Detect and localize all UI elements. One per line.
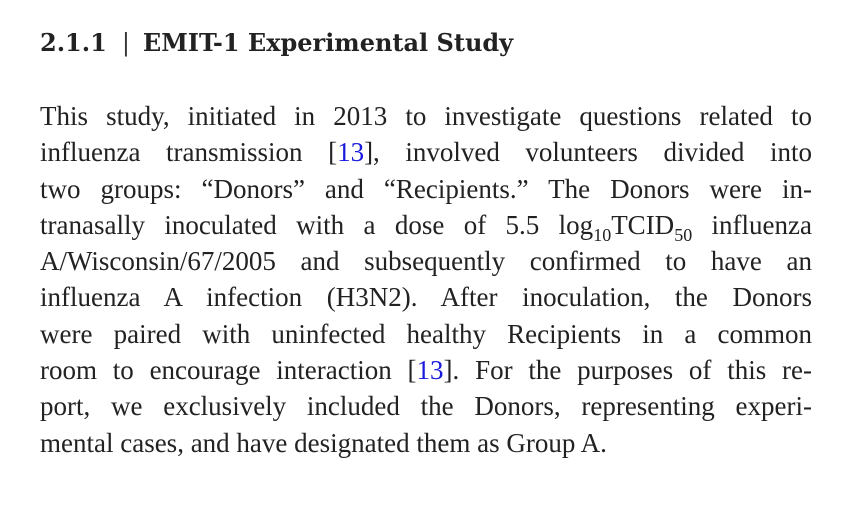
paragraph-line xyxy=(40,171,812,207)
section-heading xyxy=(40,26,513,60)
paragraph-line xyxy=(40,316,812,352)
section-number: 2.1.1 xyxy=(40,28,107,57)
paragraph-line xyxy=(40,352,812,388)
paragraph-text: TCID xyxy=(611,209,675,240)
section-separator: | xyxy=(121,29,130,57)
paragraph-text: were paired with uninfected healthy Recipients in a common xyxy=(40,318,812,349)
paragraph-line xyxy=(40,425,812,461)
paragraph-line xyxy=(40,207,812,243)
paragraph-text: port, we exclusively included the Donors, representing experi- xyxy=(40,391,812,422)
subscript-base: 10 xyxy=(593,224,612,245)
paragraph-line xyxy=(40,243,812,279)
paragraph-text: influenza xyxy=(692,209,812,240)
paragraph-line xyxy=(40,134,812,170)
paragraph-text: ], involved volunteers divided into xyxy=(364,137,812,168)
paragraph-line xyxy=(40,98,812,134)
citation-link[interactable]: 13 xyxy=(337,137,365,168)
paragraph-text: influenza transmission [ xyxy=(40,137,338,168)
paragraph-text: This study, initiated in 2013 to investigate questions related to xyxy=(40,101,812,131)
subscript-fifty: 50 xyxy=(674,224,693,245)
body-paragraph xyxy=(40,98,812,461)
paragraph-text: tranasally inoculated with a dose of 5.5 log xyxy=(40,209,594,240)
paragraph-line xyxy=(40,388,812,424)
paragraph-text: influenza A infection (H3N2). After inoculation, the Donors xyxy=(40,282,812,313)
paragraph-text: mental cases, and have designated them as Group A. xyxy=(40,427,607,458)
paragraph-text: room to encourage interaction [ xyxy=(40,355,417,386)
paragraph-text: ]. For the purposes of this re- xyxy=(443,355,812,386)
paragraph-line xyxy=(40,279,812,315)
section-title: EMIT-1 Experimental Study xyxy=(142,28,514,57)
paragraph-text: two groups: “Donors” and “Recipients.” The Donors were in- xyxy=(40,173,812,204)
citation-link[interactable]: 13 xyxy=(416,355,444,386)
paragraph-text: A/Wisconsin/67/2005 and subsequently confirmed to have an xyxy=(40,246,812,277)
